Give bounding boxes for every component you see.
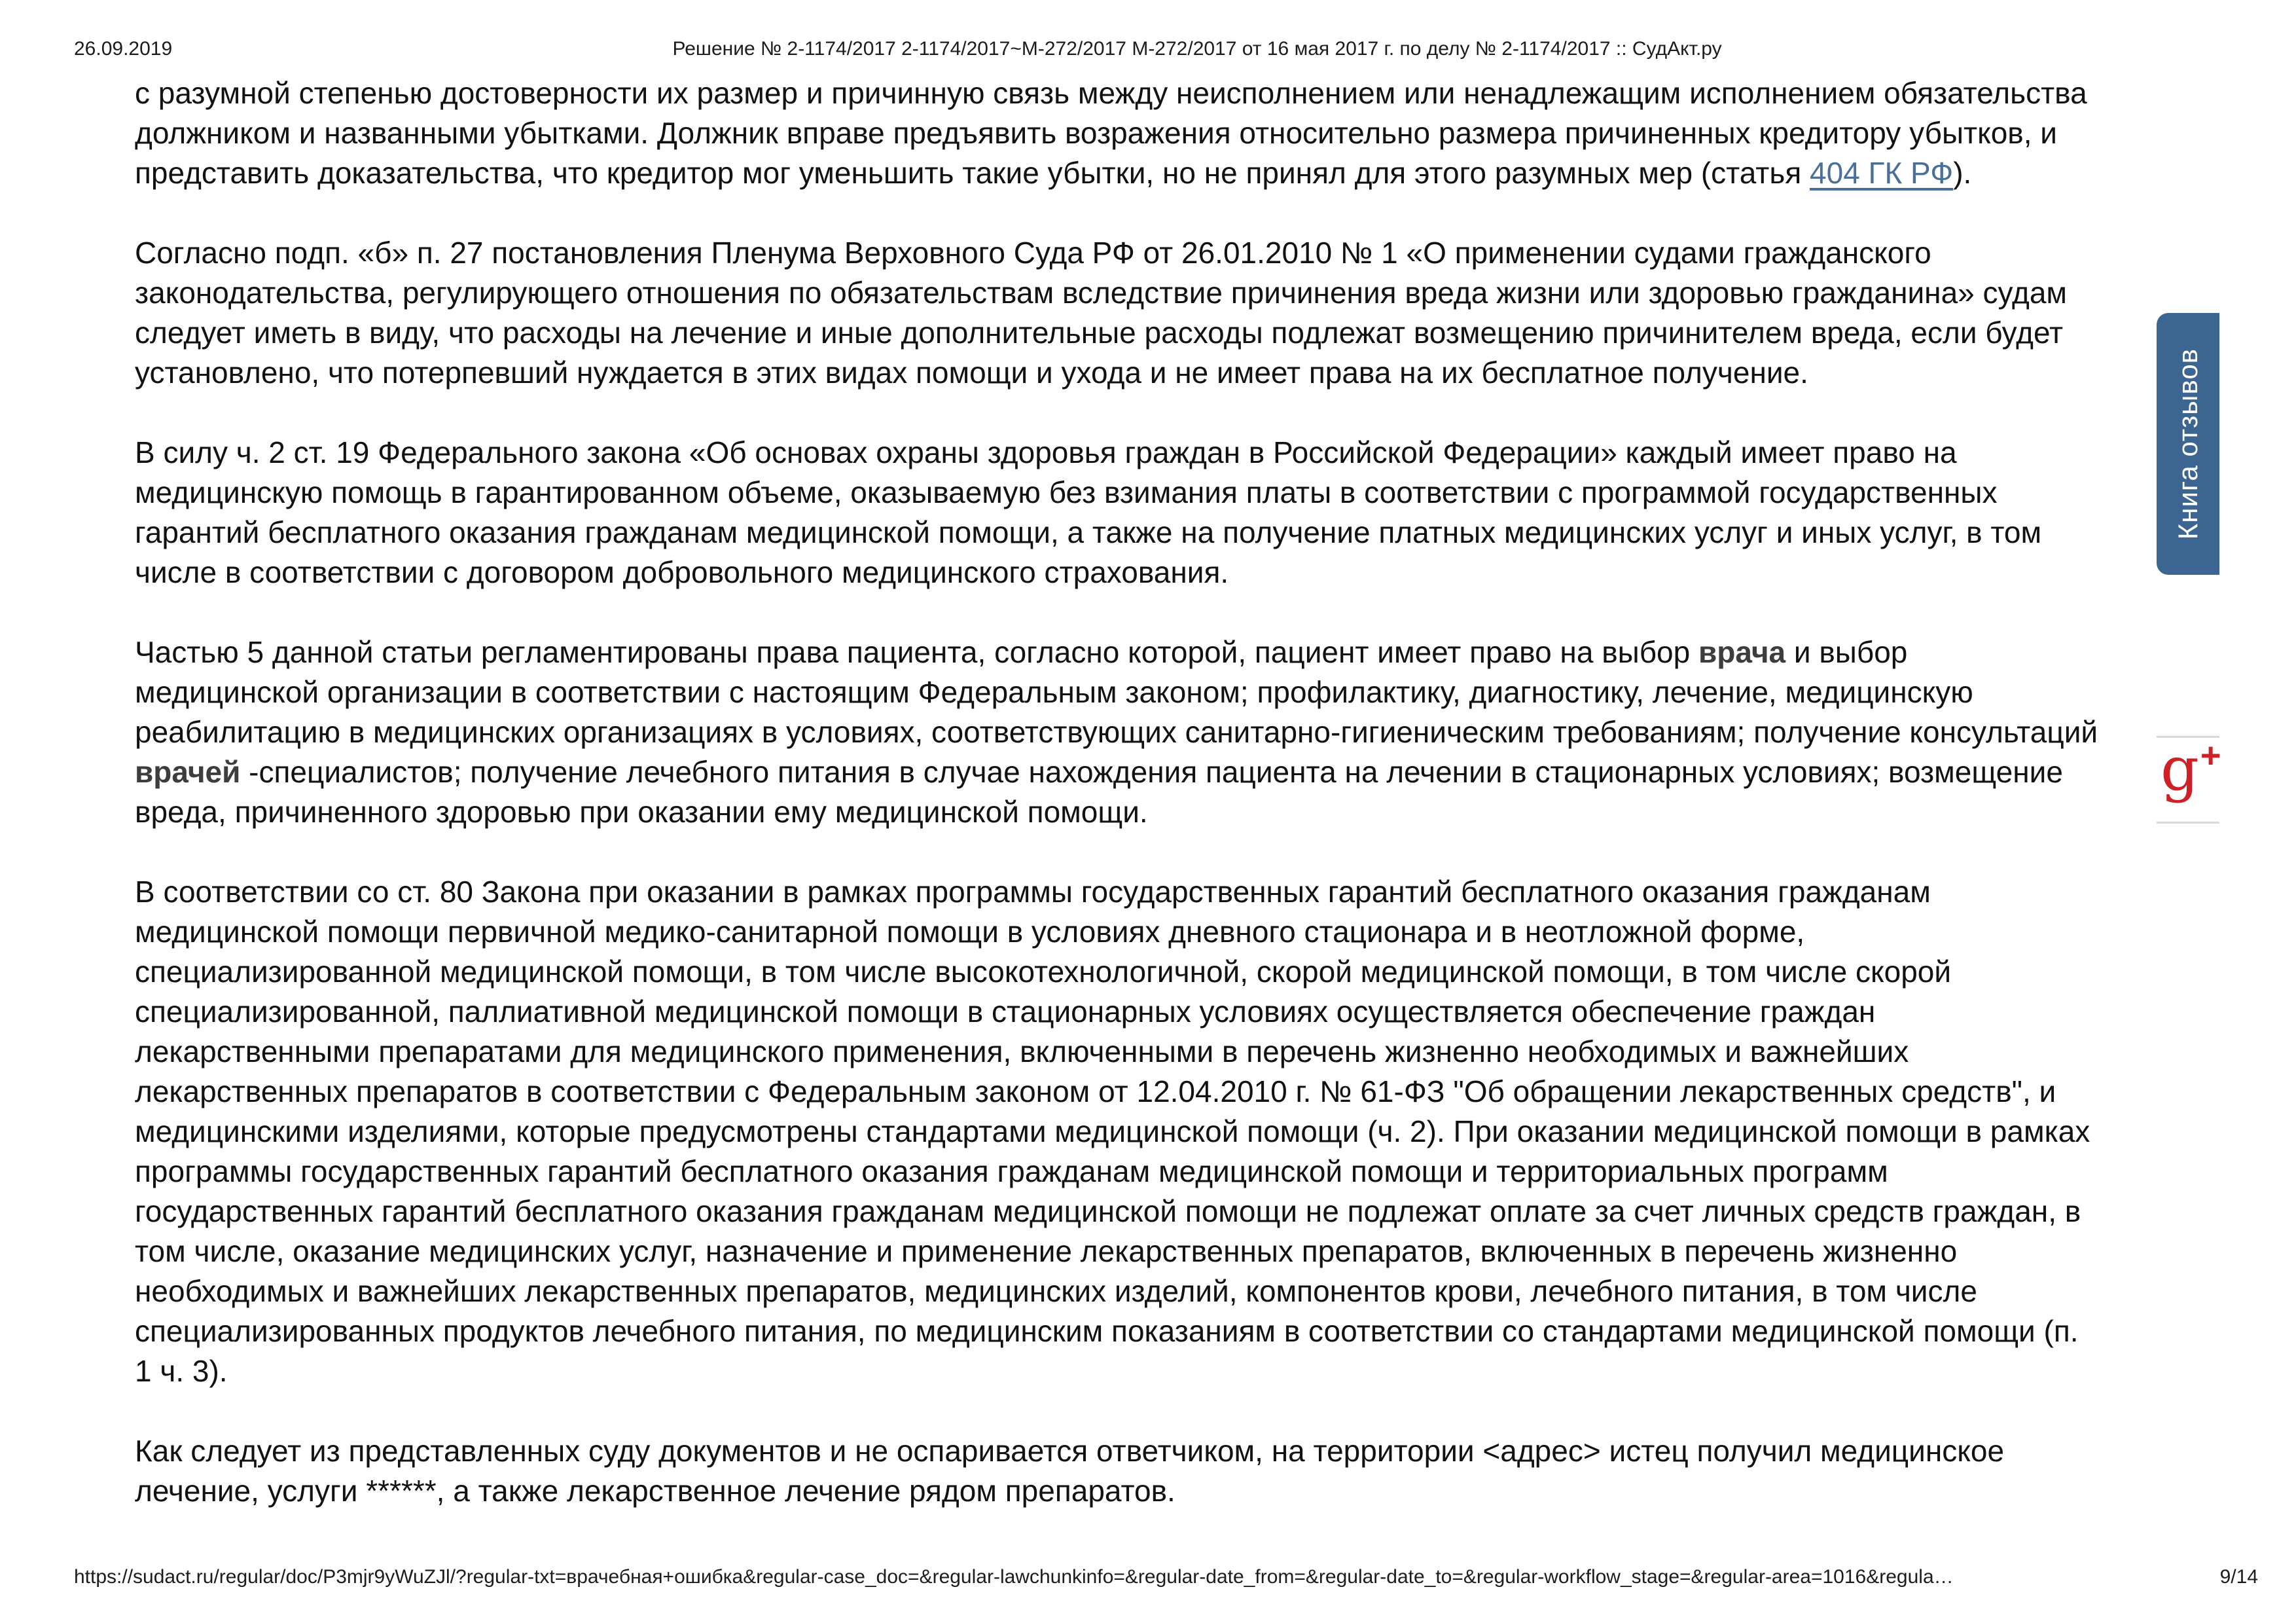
feedback-banner-label: Книга отзывов: [2172, 348, 2203, 540]
print-header-date: 26.09.2019: [74, 38, 173, 60]
paragraph-text: Частью 5 данной статьи регламентированы права пациента, согласно которой, пациент имеет право на выбор: [135, 635, 1698, 669]
print-footer-url: https://sudact.ru/regular/doc/P3mjr9yWuZJl/?regular-txt=врачебная+ошибка&regular-case_doc=&regular-lawchunkinfo=&regular-date_from=&regular-date_to=&regular-workflow_stage=&regular-area=1016&regula…: [74, 1566, 1954, 1588]
paragraph: [135, 433, 2098, 593]
paragraph-text: ).: [1953, 156, 1972, 190]
document-body: [135, 73, 2098, 1551]
paragraph: [135, 872, 2098, 1391]
feedback-banner[interactable]: [2157, 313, 2219, 575]
paragraph-text: Как следует из представленных суду документов и не оспаривается ответчиком, на территории <адрес> истец получил медицинское лечение, услуги ******, а также лекарственное лечение рядом препаратов.: [135, 1434, 2005, 1508]
google-plus-icon: [2157, 734, 2221, 804]
plus-icon: +: [2200, 736, 2221, 775]
print-footer-page-number: 9/14: [2219, 1566, 2258, 1588]
paragraph-text: и выбор медицинской организации в соответствии с настоящим Федеральным законом; профилактику, диагностику, лечение, медицинскую реабилитацию в медицинских организациях в условиях, соответствующих санитарно-гигиеническим требованиям; получение консультаций: [135, 635, 2098, 749]
paragraph: [135, 632, 2098, 832]
paragraph: [135, 1431, 2098, 1511]
paragraph: [135, 73, 2098, 193]
google-plus-share-button[interactable]: [2157, 736, 2219, 824]
google-plus-g: g: [2161, 734, 2199, 804]
print-footer: [74, 1566, 2258, 1588]
paragraph-text: В соответствии со ст. 80 Закона при оказании в рамках программы государственных гарантий бесплатного оказания гражданам медицинской помощи первичной медико-санитарной помощи в условиях дневного стационара и в неотложной форме, специализированной медицинской помощи, в том числе высокотехнологичной, скорой медицинской помощи, в том числе скорой специализированной, паллиативной медицинской помощи в стационарных условиях осуществляется обеспечение граждан лекарственными препаратами для медицинского применения, включенными в перечень жизненно необходимых и важнейших лекарственных препаратов в соответствии с Федеральным законом от 12.04.2010 г. № 61-ФЗ "Об обращении лекарственных средств", и медицинскими изделиями, которые предусмотрены стандартами медицинской помощи (ч. 2). При оказании медицинской помощи в рамках программы государственных гарантий бесплатного оказания гражданам медицинской помощи и территориальных программ государственных гарантий бесплатного оказания гражданам медицинской помощи не подлежат оплате за счет личных средств граждан, в том числе, оказание медицинских услуг, назначение и применение лекарственных препаратов, включенных в перечень жизненно необходимых и важнейших лекарственных препаратов, медицинских изделий, компонентов крови, лечебного питания, в том числе специализированных продуктов лечебного питания, по медицинским показаниям в соответствии со стандартами медицинской помощи (п. 1 ч. 3).: [135, 875, 2090, 1388]
paragraph-text: Согласно подп. «б» п. 27 постановления Пленума Верховного Суда РФ от 26.01.2010 № 1 «О применении судами гражданского законодательства, регулирующего отношения по обязательствам вследствие причинения вреда жизни или здоровью гражданина» судам следует иметь в виду, что расходы на лечение и иные дополнительные расходы подлежат возмещению причинителем вреда, если будет установлено, что потерпевший нуждается в этих видах помощи и ухода и не имеет права на их бесплатное получение.: [135, 236, 2068, 390]
bold-term: врачей: [135, 755, 241, 789]
paragraph-text: В силу ч. 2 ст. 19 Федерального закона «Об основах охраны здоровья граждан в Российской Федерации» каждый имеет право на медицинскую помощь в гарантированном объеме, оказываемую без взимания платы в соответствии с программой государственных гарантий бесплатного оказания гражданам медицинской помощи, а также на получение платных медицинских услуг и иных услуг, в том числе в соответствии с договором добровольного медицинского страхования.: [135, 435, 2042, 589]
paragraph: [135, 233, 2098, 393]
paragraph-text: -специалистов; получение лечебного питания в случае нахождения пациента на лечении в стационарных условиях; возмещение вреда, причиненного здоровью при оказании ему медицинской помощи.: [135, 755, 2063, 829]
print-header-title: Решение № 2-1174/2017 2-1174/2017~М-272/2017 М-272/2017 от 16 мая 2017 г. по делу № 2-1174/2017 :: СудАкт.ру: [672, 38, 1722, 60]
print-header: [74, 38, 2222, 60]
paragraph-text: с разумной степенью достоверности их размер и причинную связь между неисполнением или ненадлежащим исполнением обязательства должником и названными убытками. Должник вправе предъявить возражения относительно размера причиненных кредитору убытков, и представить доказательства, что кредитор мог уменьшить такие убытки, но не принял для этого разумных мер (статья: [135, 76, 2087, 190]
law-article-link[interactable]: 404 ГК РФ: [1810, 156, 1954, 190]
bold-term: врача: [1698, 635, 1786, 669]
